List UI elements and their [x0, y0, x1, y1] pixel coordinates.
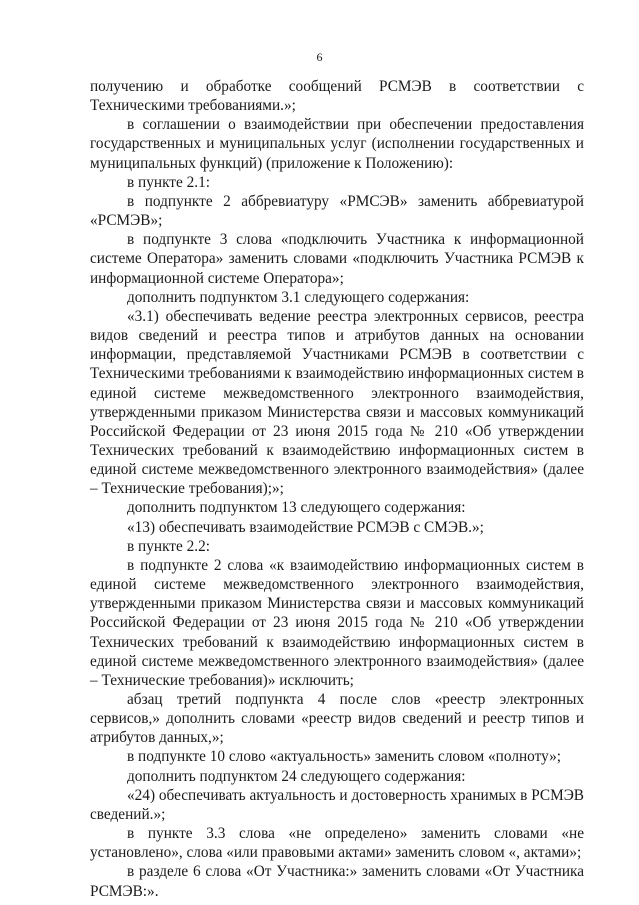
paragraph: получению и обработке сообщений РСМЭВ в соответствии с Техническими требованиями.»; — [90, 78, 584, 115]
paragraph: абзац третий подпункта 4 после слов «реестр электронных сервисов,» дополнить словами «реестр видов сведений и реестр типов и атрибутов данных,»; — [90, 691, 584, 747]
paragraph: в соглашении о взаимодействии при обеспечении предоставления государственных и муниципальных услуг (исполнении государственных и муниципальных функций) (приложение к Положению): — [90, 116, 584, 172]
paragraph: в разделе 6 слова «От Участника:» заменить словами «От Участника РСМЭВ:». — [90, 863, 584, 900]
paragraph: дополнить подпунктом 3.1 следующего содержания: — [127, 288, 470, 306]
paragraph: в пункте 3.3 слова «не определено» заменить словами «не установлено», слова «или правовыми актами» заменить словом «, актами»; — [90, 825, 584, 862]
paragraph: в пункте 2.1: — [127, 173, 210, 191]
paragraph: «24) обеспечивать актуальность и достоверность хранимых в РСМЭВ сведений.»; — [90, 786, 584, 823]
page-number: 6 — [316, 50, 323, 64]
paragraph: в подпункте 10 слово «актуальность» заменить словом «полноту»; — [127, 748, 561, 766]
paragraph: в подпункте 3 слова «подключить Участника к информационной системе Оператора» заменить словами «подключить Участника РСМЭВ к информационной системе Оператора»; — [90, 231, 584, 287]
paragraph: в пункте 2.2: — [127, 537, 210, 555]
paragraph: в подпункте 2 слова «к взаимодействию информационных систем в единой системе межведомственного электронного взаимодействия, утвержденными приказом Министерства связи и массовых коммуникаций Российской Федерации от 23 июня 2015 года № 210 «Об утверждении Технических требований к взаимодействию информационных систем в единой системе межведомственного электронного взаимодействия» (далее – Технические требования)» исключить; — [90, 556, 584, 689]
paragraph: «13) обеспечивать взаимодействие РСМЭВ с СМЭВ.»; — [127, 518, 484, 536]
paragraph: дополнить подпунктом 13 следующего содержания: — [127, 499, 466, 517]
paragraph: «3.1) обеспечивать ведение реестра электронных сервисов, реестра видов сведений и реестра типов и атрибутов данных на основании информации, представляемой Участниками РСМЭВ в соответствии с Техническими требованиями к взаимодействию информационных систем в единой системе межведомственного электронного взаимодействия, утвержденными приказом Министерства связи и массовых коммуникаций Российской Федерации от 23 июня 2015 года № 210 «Об утверждении Технических требований к взаимодействию информационных систем в единой системе межведомственного электронного взаимодействия» (далее – Технические требования);»; — [90, 307, 584, 498]
paragraph: дополнить подпунктом 24 следующего содержания: — [127, 767, 466, 785]
paragraph: в подпункте 2 аббревиатуру «РМСЭВ» заменить аббревиатурой «РСМЭВ»; — [90, 192, 584, 230]
document-body — [90, 77, 584, 901]
